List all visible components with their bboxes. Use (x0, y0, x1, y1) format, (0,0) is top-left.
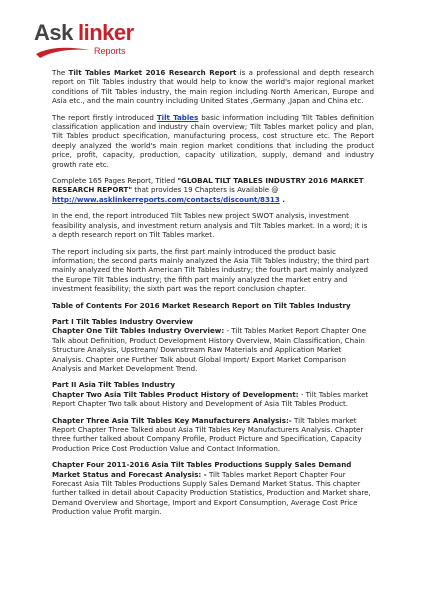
chapter-two-paragraph (52, 390, 374, 409)
chapter-four-paragraph (52, 460, 374, 516)
intro-text-end: is a professional and depth research report on Tilt Tables industry that would help to know the world's major regional market conditions of Tilt Tables industry, the main region including North American, Europe and Asia etc., and the main country including United States ,Germany ,Japan and China etc. (52, 68, 374, 106)
complete-report-paragraph (52, 176, 374, 204)
chapter-four-text: Tilt Tables market Report Chapter Four Forecast Asia Tilt Tables Productions Supply Sales Demand Market Status. This chapter further talked in detail about Capacity Production Statistics, Production and Market share, Demand Overview and Shortage, Import and Export Consumption, Average Cost Price Production value Profit margin. (52, 469, 371, 517)
chapter-one-title: Chapter One Tilt Tables Industry Overview: (52, 326, 225, 336)
chapter-two-text: - Tilt Tables market Report Chapter Two talk about History and Development of Asia Tilt Tables Product. (52, 389, 369, 409)
intro-paragraph (52, 68, 374, 106)
swot-paragraph: In the end, the report introduced Tilt Tables new project SWOT analysis, investment feasibility analysis, and investment return analysis and Tilt Tables market. In a word; it is a depth research report on Tilt Tables market. (52, 211, 368, 240)
ask-linker-reports-logo (34, 20, 134, 66)
chapter-one-paragraph (52, 326, 374, 373)
overview-paragraph (52, 113, 374, 169)
chapter-two-title: Chapter Two Asia Tilt Tables Product History of Development: (52, 389, 299, 399)
logo-reports-text: Reports (94, 46, 126, 56)
report-title-bold: "GLOBAL TILT TABLES INDUSTRY 2016 MARKET RESEARCH REPORT" (52, 176, 364, 195)
chapter-three-text: Tilt Tables market Report Chapter Three Talked about Asia Tilt Tables Key Manufacturers Analysis. Chapter three further talked about Company Profile, Product Picture and Specification, Capacity Production Price Cost Production Value and Contact Information. (52, 415, 364, 453)
part-one-title: Part I Tilt Tables Industry Overview (52, 316, 193, 326)
document-body (52, 68, 374, 524)
discount-link[interactable]: http://www.asklinkerreports.com/contacts/discount/8313 (52, 194, 280, 204)
available-text: that provides 19 Chapters is Available @ (132, 185, 279, 195)
complete-report-text: Complete 165 Pages Report, Titled (52, 176, 178, 186)
report-name-bold: Tilt Tables Market 2016 Research Report (68, 68, 237, 77)
chapter-four-title: Chapter Four 2011-2016 Asia Tilt Tables Productions Supply Sales Demand Market Status and Forecast Analysis: - (52, 460, 352, 479)
chapter-three-paragraph (52, 416, 374, 454)
overview-text-end: basic information including Tilt Tables definition classification application and industry chain overview; Tilt Tables market policy and plan, Tilt Tables product specification, manufacturing process, cost structure etc. The Report deeply analyzed the world's main region market conditions that including the product price, profit, capacity, production, capacity utilization, supply, demand and industry growth rate etc. (52, 112, 374, 169)
toc-title: Table of Contents For 2016 Market Research Report on Tilt Tables Industry (52, 300, 351, 310)
period-text: . (279, 194, 285, 204)
logo-linker-text: linker (78, 20, 134, 45)
part-two-title: Part II Asia Tilt Tables Industry (52, 380, 176, 390)
chapter-one-text: - Tilt Tables Market Report Chapter One Talk about Definition, Product Development History Overview, Main Classification, Chain Structure Analysis, Upstream/ Downstream Raw Materials and Application Market Analysis. Chapter one Further Talk about Global Import/ Export Market Comparison Analysis and Market Development Trend. (52, 326, 367, 373)
six-parts-paragraph: The report including six parts, the first part mainly introduced the product basic information; the second parts mainly analyzed the Asia Tilt Tables industry; the third part mainly analyzed the North American Tilt Tables industry; the fourth part mainly analyzed the Europe Tilt Tables industry; the fifth part mainly analyzed the market entry and investment feasibility; the sixth part was the report conclusion chapter. (52, 246, 370, 294)
tilt-tables-link[interactable]: Tilt Tables (156, 112, 199, 122)
logo-ask-text: Ask (34, 20, 73, 45)
intro-text-start: The (52, 68, 69, 77)
chapter-three-title: Chapter Three Asia Tilt Tables Key Manufacturers Analysis:- (52, 415, 292, 425)
overview-text-start: The report firstly introduced (52, 112, 157, 122)
part-two-section (52, 380, 374, 408)
part-one-section (52, 317, 374, 373)
